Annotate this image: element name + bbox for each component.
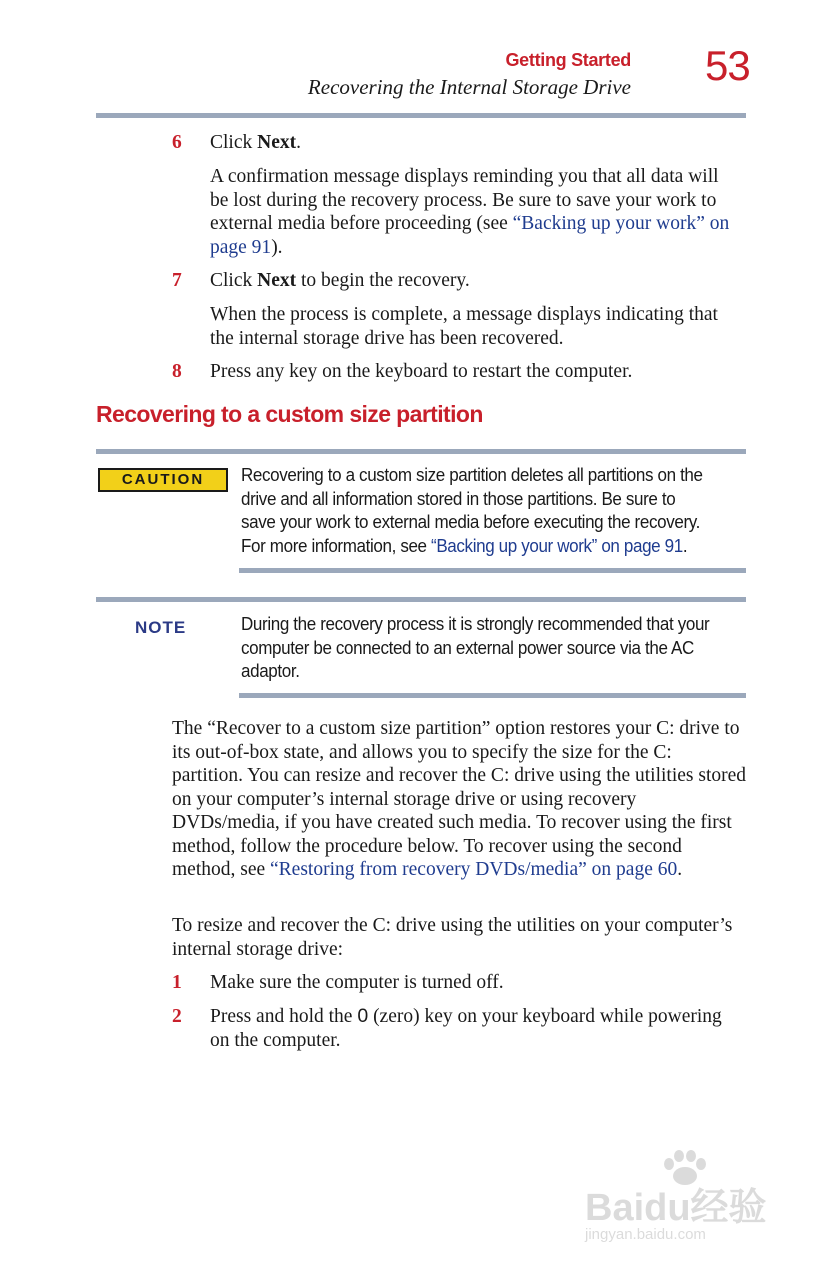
step-number: 7 <box>172 270 182 291</box>
note-label: NOTE <box>135 618 187 637</box>
running-header-section: Getting Started <box>505 50 631 70</box>
caution-badge: CAUTION <box>98 468 228 492</box>
watermark-logo: Baidu经验 <box>585 1187 767 1229</box>
list-item: 2 Press and hold the 0 (zero) key on your keyboard while powering on the computer. <box>172 1005 722 1051</box>
step-detail: When the process is complete, a message displays indicating that the internal storage drive has been recovered. <box>210 304 718 349</box>
step-number: 2 <box>172 1006 182 1027</box>
caution-bottom-rule <box>239 568 746 573</box>
list-item: 1 Make sure the computer is turned off. <box>172 972 504 993</box>
watermark <box>585 1148 785 1258</box>
header-rule <box>96 113 746 118</box>
cross-reference-link[interactable]: “Backing up your work” on page 91 <box>431 534 683 556</box>
caution-top-rule <box>96 449 746 454</box>
step-number: 1 <box>172 972 182 993</box>
list-item: 7 Click Next to begin the recovery. <box>172 270 470 291</box>
body-paragraph: To resize and recover the C: drive using the utilities on your computer’s internal storage drive: <box>172 915 733 960</box>
caution-text: Recovering to a custom size partition deletes all partitions on the drive and all information stored in those partitions. Be sure to save your work to external media before executing the recovery. For more information, see “Backing up your work” on page 91. <box>241 464 703 556</box>
body-paragraph: The “Recover to a custom size partition” option restores your C: drive to its out-of-box state, and allows you to specify the size for the C: partition. You can resize and recover the C: drive using the utilities stored on your computer’s internal storage drive or using recovery DVDs/media, if you have created such media. To recover using the first method, follow the procedure below. To recover using the second method, see “Restoring from recovery DVDs/media” on page 60. <box>172 718 747 880</box>
cross-reference-link[interactable]: “Restoring from recovery DVDs/media” on page 60 <box>270 859 678 880</box>
watermark-url: jingyan.baidu.com <box>585 1226 706 1243</box>
step-keyword: Next <box>257 270 297 291</box>
step-keyword: Next <box>257 132 297 153</box>
step-number: 8 <box>172 361 182 382</box>
section-heading: Recovering to a custom size partition <box>96 401 483 427</box>
list-item: 6 Click Next. <box>172 132 301 153</box>
running-header-subtitle: Recovering the Internal Storage Drive <box>307 75 631 99</box>
step-detail: A confirmation message displays reminding you that all data will be lost during the recovery process. Be sure to save your work to external media before proceeding (see “Backing up your work” on page 91). <box>210 166 730 258</box>
note-bottom-rule <box>239 693 746 698</box>
step-number: 6 <box>172 132 182 153</box>
list-item: 8 Press any key on the keyboard to restart the computer. <box>172 361 633 382</box>
key-name: 0 <box>357 1005 369 1027</box>
note-top-rule <box>96 597 746 602</box>
note-text: During the recovery process it is strongly recommended that your computer be connected to an external power source via the AC adaptor. <box>241 613 710 681</box>
cross-reference-link[interactable]: “Backing up your work” on page 91 <box>210 213 730 258</box>
page-number: 53 <box>705 42 750 89</box>
